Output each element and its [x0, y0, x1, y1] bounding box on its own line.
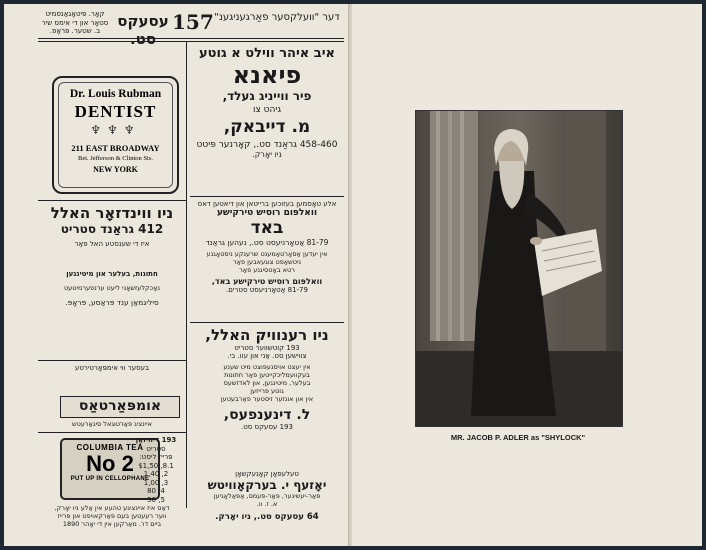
footer-line: ביים דר. מאַרקען אין די יאָהר 1890 — [62, 520, 162, 528]
bath-ad — [190, 200, 344, 294]
price-list-title: פּרייז ליסט: — [139, 453, 173, 461]
piano-line: גיהט צו — [252, 105, 282, 115]
price-row: $1,50 ,8.1 — [138, 461, 174, 470]
footer-line: דאַס איז איינציגע טהעע אין אַלע ניו יאָרק, — [54, 504, 170, 512]
renwick-hall-line: 193 קוטשווער סטריט — [234, 344, 300, 352]
piano-title: פיאנא — [232, 61, 302, 89]
piano-line: פיר ווייניג געלד, — [222, 89, 312, 103]
cigars-line: בעסער ווי אימפּאָרטירטע — [74, 364, 150, 372]
photo-caption: MR. JACOB P. ADLER as "SHYLOCK" — [450, 433, 586, 442]
renwick-hall-body: בעקוועמליכקייטען פאַר חתונות — [224, 371, 310, 379]
column-divider — [186, 42, 187, 322]
dentist-city: NEW YORK — [93, 165, 138, 174]
section-rule — [38, 200, 186, 201]
piano-dealer-name: מ. דייבאק, — [223, 117, 311, 137]
shylock-photograph — [415, 110, 623, 427]
windsor-hall-address: 412 גראַנד סטריט — [60, 222, 164, 236]
header-left-text — [40, 10, 110, 36]
cigars-ad — [40, 364, 184, 372]
piano-city: ניו יאָרק. — [252, 150, 282, 159]
piano-ad — [190, 46, 344, 159]
renwick-hall-body: אין און אונזער זיסטער פאַרבעטען — [220, 395, 314, 403]
header-right-text — [212, 12, 342, 24]
section-rule — [38, 360, 186, 361]
dentist-ad — [52, 76, 179, 194]
dentist-name: Dr. Louis Rubman — [69, 88, 162, 100]
price-row: 80 ,4 — [147, 487, 165, 495]
bookstore-ad — [190, 470, 344, 522]
cigars-title-box — [60, 396, 180, 418]
price-row: 56 ,5 — [147, 495, 165, 504]
columbia-line: סטריט — [146, 444, 166, 453]
header-left-line: סטאָר און די אימס שיר — [41, 18, 109, 27]
header-street: עסעקס סט. — [117, 12, 169, 48]
section-rule — [38, 432, 186, 433]
footer-line: ווער רעעטען בעם פּאַרקאויפט און פּרייז — [57, 512, 167, 520]
dentist-streets: Bet. Jefferson & Clinton Sts. — [78, 155, 153, 162]
header-number: 157 — [172, 10, 214, 34]
stamp-top-text: COLUMBIA TEA — [76, 443, 144, 452]
renwick-hall-body: אין יעצט אויסגעפּוצט מיט שענע — [223, 363, 311, 371]
dentist-title: DENTIST — [74, 102, 157, 121]
windsor-hall-owner: סיליגמאַן ענד פּראַסע, פּראָפּ. — [65, 298, 159, 307]
bath-title: באד — [250, 218, 284, 238]
bath-line: וואלפּום רוסיש טירקישע — [216, 208, 318, 218]
columbia-tea-info — [128, 436, 184, 504]
dentist-ad-frame — [58, 82, 173, 188]
renwick-hall-ad — [190, 326, 344, 431]
stamp-number: No 2 — [86, 451, 134, 476]
bath-body: רטא באָטסיגנע פאַר — [239, 266, 295, 274]
header-rule — [38, 38, 344, 39]
renwick-hall-body: גוטע פּרייזען — [250, 387, 284, 395]
bath-line: 81-79 אַטאָרניעסט סטרים. — [226, 286, 308, 294]
renwick-hall-body: בעלער, מיטינגען, און לאדזשעס — [223, 379, 311, 387]
dentist-address: 211 EAST BROADWAY — [71, 143, 160, 153]
cigars-title: אומפּאַרטאַס — [78, 398, 162, 414]
header-line: דער "וועלקסער פאַרגעניגענ" — [214, 12, 340, 23]
bath-line: אלע טאָסמען בעזוכען ברייטאן און דיאטען דאס — [197, 200, 337, 208]
header-rule — [38, 41, 344, 42]
renwick-hall-title: ניו רענוויק האלל, — [205, 326, 329, 344]
footer-text — [40, 504, 184, 528]
bath-body: ניטשאַפט צוגעאבען פאַר — [232, 258, 302, 266]
bookstore-line: טעלעפאָן קאָנעקשאָן — [235, 470, 299, 478]
bath-address: 81-79 אַטאָרניעסט סט., נעהען גראַנד — [205, 238, 329, 247]
torch-ornament-icon: ♆♆♆ — [90, 123, 141, 137]
bookstore-line: א. ז. וו. — [256, 500, 278, 508]
bath-body: אין יעדען אַסאָרטאַמענט שרענקע ניסטאָגנע — [206, 250, 328, 258]
header-left-line: ב. שטער. פּראָפ. — [49, 27, 101, 35]
windsor-hall-ad — [40, 204, 184, 307]
renwick-hall-owner-address: 193 עסעקס סט. — [241, 423, 293, 431]
bookstore-line: פּאַר-יעשיגער, פּאַר-פּעמס, אַפּאַלאָגיען — [213, 492, 321, 500]
bath-line: וואלפּום רוסיש טירקישע באד, — [211, 277, 323, 286]
windsor-hall-body: נאָכקלעזשאָני ליעט ערנפערמיטעט — [63, 284, 161, 292]
column-divider — [186, 322, 187, 508]
cigars-line: איינציג פּאַרטוגאל סיגאַרעטש — [71, 420, 152, 428]
bookstore-name: יאָזעף י. בערקאָוויטש — [207, 478, 327, 492]
header-left-line: קאָר. פּיטאָגאַנסמיט — [45, 10, 105, 18]
cigars-ad-lower — [40, 420, 184, 428]
price-row: 1,00 ,3 — [143, 478, 169, 487]
windsor-hall-body: איז די שענסטע האל פאַר — [74, 240, 150, 248]
renwick-hall-owner: ל. דינענפעס, — [223, 407, 311, 423]
price-row: 1,40 ,2 — [143, 470, 169, 478]
windsor-hall-title: ניו ווינדזאָר האלל — [50, 204, 174, 222]
piano-address: 458-460 גראַנד סט., קאָרנער פּיטט — [196, 140, 338, 150]
section-rule — [190, 196, 344, 197]
stamp-bottom-text: PUT UP IN CELLOPHANE — [70, 476, 150, 482]
photo-illustration — [416, 111, 622, 426]
section-rule — [190, 322, 344, 323]
columbia-line: 193 דיוויזאָן — [135, 436, 177, 444]
windsor-hall-body: חתונות, בעלער און מיטינגען — [66, 270, 158, 278]
piano-line: איב איהר ווילט א גוטע — [198, 46, 336, 61]
bookstore-address: 64 עסעקס סט., ניו יאָרק. — [215, 512, 319, 522]
renwick-hall-line: צווישען סט. אַני און עוו. בי. — [227, 352, 307, 360]
